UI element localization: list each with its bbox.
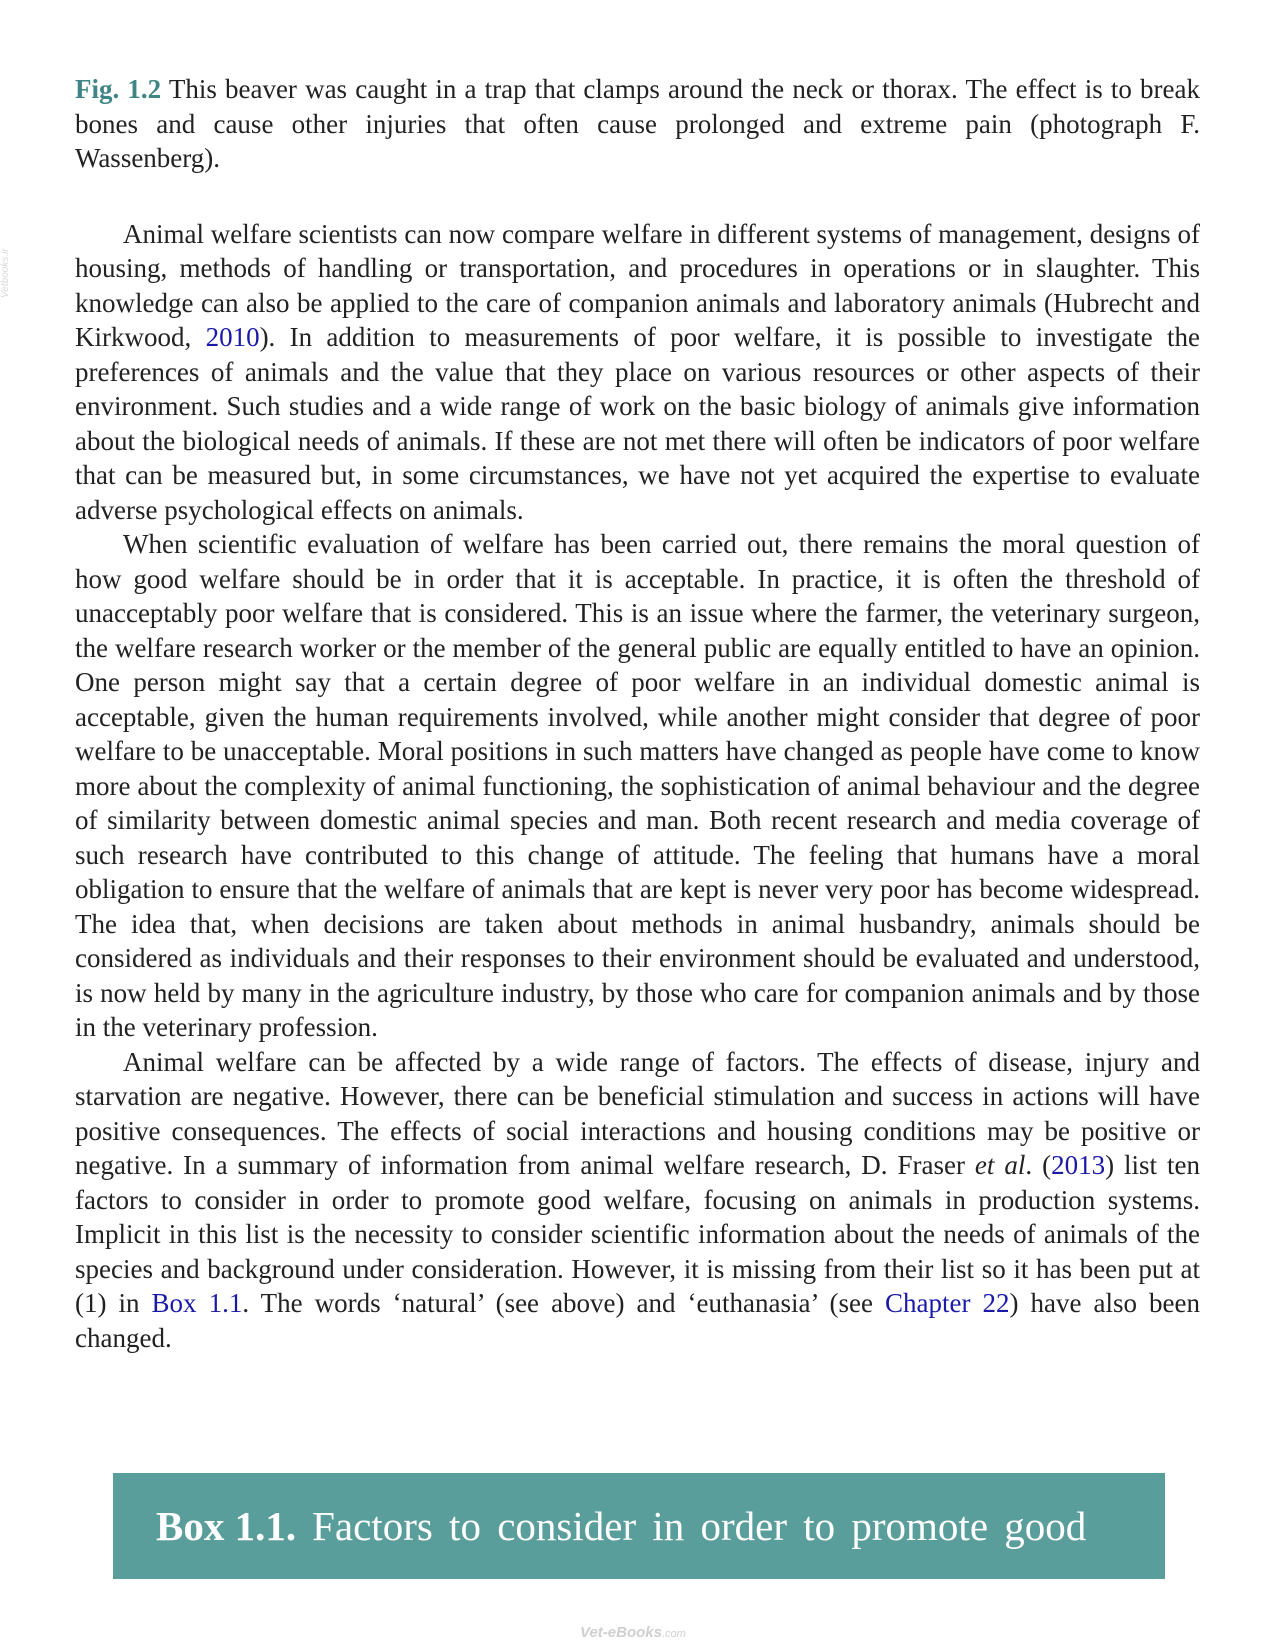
page-content: [75, 72, 1200, 1355]
figure-caption: [75, 72, 1200, 176]
et-al-italic: et al: [974, 1150, 1026, 1180]
vet-ebooks-watermark: [580, 1624, 686, 1641]
paragraph-text: ) have also been changed.: [75, 1288, 1200, 1353]
box-label: Box 1.1.: [156, 1503, 297, 1549]
box-1-1-header: [113, 1473, 1165, 1579]
reference-link-2013[interactable]: 2013: [1051, 1150, 1106, 1180]
paragraph-text: . (: [1025, 1150, 1052, 1180]
figure-label: Fig. 1.2: [75, 74, 162, 104]
side-watermark: Vetbooks.ir: [0, 248, 11, 298]
caption-text: This beaver was caught in a trap that clamps around the neck or thorax. The effect is to break bones and cause other injuries that often cause prolonged and extreme pain (photograph F. Wassenberg).: [75, 74, 1200, 173]
paragraph-text: ) list ten factors to consider in order to promote good welfare, focusing on animals in production systems. Implicit in this list is the necessity to consider scientific information about the needs of animals of the species and background under consideration. However, it is missing from their list so it has been put at (1) in: [75, 1150, 1200, 1318]
box-1-1-link[interactable]: Box 1.1: [151, 1288, 243, 1318]
watermark-text: Vet-eBooks: [580, 1624, 662, 1641]
paragraph-text: Animal welfare can be affected by a wide range of factors. The effects of disease, injury and starvation are negative. However, there can be beneficial stimulation and success in actions will have positive consequences. The effects of social interactions and housing conditions may be positive or negative. In a summary of information from animal welfare research, D. Fraser: [75, 1046, 1200, 1180]
body-paragraph-3: [75, 1045, 1200, 1356]
paragraph-text: ). In addition to measurements of poor welfare, it is possible to investigate the preferences of animals and the value that they place on various resources or other aspects of their environment. Such studies and a wide range of work on the basic biology of animals give information about the biological needs of animals. If these are not met there will often be indicators of poor welfare that can be measured but, in some circumstances, we have not yet acquired the expertise to evaluate adverse psychological effects on animals.: [75, 322, 1200, 525]
body-paragraph-1: [75, 217, 1200, 528]
paragraph-text: . The words ‘natural’ (see above) and ‘euthanasia’ (see: [242, 1288, 885, 1318]
chapter-22-link[interactable]: Chapter 22: [885, 1288, 1010, 1318]
reference-link-2010[interactable]: 2010: [205, 322, 260, 352]
paragraph-text: Animal welfare scientists can now compare welfare in different systems of management, designs of housing, methods of handling or transportation, and procedures in operations or in slaughter. This knowledge can also be applied to the care of companion animals and laboratory animals (Hubrecht and Kirkwood,: [75, 218, 1200, 352]
watermark-suffix: .com: [661, 1628, 686, 1640]
box-title: Factors to consider in order to promote good: [312, 1503, 1087, 1549]
body-paragraph-2: When scientific evaluation of welfare has been carried out, there remains the moral question of how good welfare should be in order that it is acceptable. In practice, it is often the threshold of unacceptably poor welfare that is considered. This is an issue where the farmer, the veterinary surgeon, the welfare research worker or the member of the general public are equally entitled to have an opinion. One person might say that a certain degree of poor welfare in an individual domestic animal is acceptable, given the human requirements involved, while another might consider that degree of poor welfare to be unacceptable. Moral positions in such matters have changed as people have come to know more about the complexity of animal functioning, the sophistication of animal behaviour and the degree of similarity between domestic animal species and man. Both recent research and media coverage of such research have contributed to this change of attitude. The feeling that humans have a moral obligation to ensure that the welfare of animals that are kept is never very poor has become widespread. The idea that, when decisions are taken about methods in animal husbandry, animals should be considered as individuals and their responses to their environment should be evaluated and understood, is now held by many in the agriculture industry, by those who care for companion animals and by those in the veterinary profession.: [75, 529, 1200, 1042]
